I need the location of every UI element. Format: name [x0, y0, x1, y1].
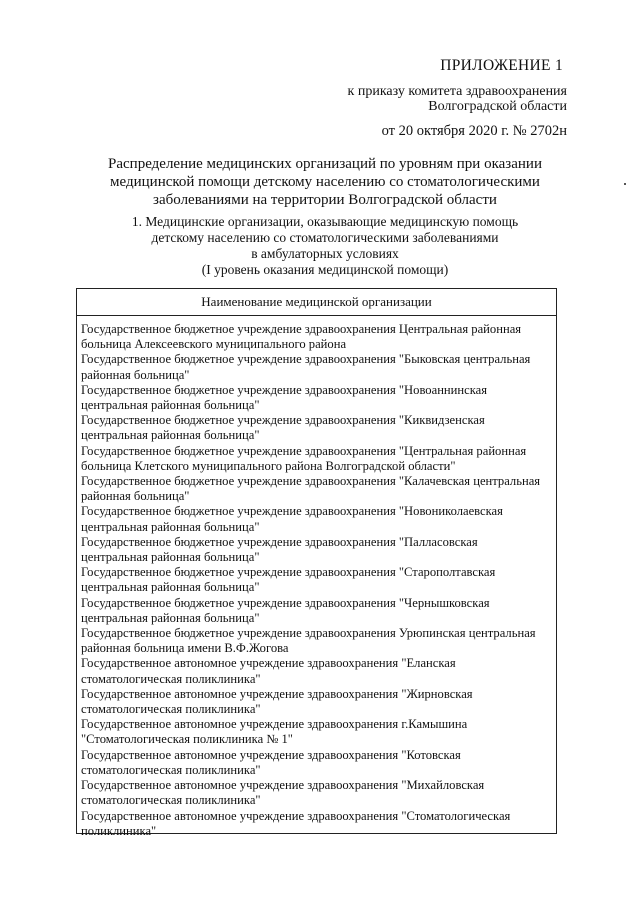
section-heading-line: детскому населению со стоматологическими заболеваниями: [151, 230, 499, 245]
section-heading: [100, 214, 550, 278]
section-heading-line: 1. Медицинские организации, оказывающие медицинскую помощь: [131, 214, 519, 229]
table-row: Государственное бюджетное учреждение здравоохранения Урюпинская центральная районная больница имени В.Ф.Жогова: [81, 626, 536, 656]
section-heading-line: (I уровень оказания медицинской помощи): [201, 262, 449, 277]
organizations-table: [76, 288, 557, 838]
table-row: Государственное бюджетное учреждение здравоохранения "Киквидзенская центральная районная больница": [81, 413, 485, 443]
table-row: Государственное бюджетное учреждение здравоохранения "Новониколаевская центральная районная больница": [81, 504, 503, 534]
table-row: Государственное бюджетное учреждение здравоохранения "Быковская центральная районная больница": [81, 352, 531, 382]
table-row: Государственное бюджетное учреждение здравоохранения "Центральная районная больница Клетского муниципального района Волгоградской области": [81, 443, 527, 473]
table-row: Государственное бюджетное учреждение здравоохранения Центральная районная больница Алексеевского муниципального района: [81, 322, 522, 352]
table-row: Государственное бюджетное учреждение здравоохранения "Чернышковская центральная районная больница": [81, 595, 490, 625]
table-row: Государственное автономное учреждение здравоохранения "Еланская стоматологическая поликлиника": [81, 656, 456, 686]
order-reference: [348, 84, 567, 114]
table-body: [77, 316, 556, 839]
table-row: Государственное автономное учреждение здравоохранения "Стоматологическая поликлиника": [81, 808, 511, 838]
table-row: Государственное бюджетное учреждение здравоохранения "Старополтавская центральная районная больница": [81, 565, 496, 595]
table-row: Государственное автономное учреждение здравоохранения г.Камышина "Стоматологическая поликлиника № 1": [81, 717, 468, 747]
scan-speck: [624, 183, 626, 185]
appendix-label: ПРИЛОЖЕНИЕ 1: [440, 57, 563, 74]
table-row: Государственное автономное учреждение здравоохранения "Михайловская стоматологическая поликлиника": [81, 778, 485, 808]
document-title: Распределение медицинских организаций по уровням при оказании медицинской помощи детскому населению со стоматологическими заболеваниями на территории Волгоградской области: [108, 156, 542, 208]
table-row: Государственное автономное учреждение здравоохранения "Жирновская стоматологическая поликлиника": [81, 686, 473, 717]
table-row: Государственное бюджетное учреждение здравоохранения "Палласовская центральная районная больница": [81, 534, 478, 565]
table-header: Наименование медицинской организации: [77, 289, 556, 316]
order-line: к приказу комитета здравоохранения: [347, 84, 567, 99]
table-row: Государственное автономное учреждение здравоохранения "Котовская стоматологическая поликлиника": [81, 747, 461, 777]
table-row: Государственное бюджетное учреждение здравоохранения "Калачевская центральная районная больница": [81, 474, 541, 504]
section-heading-line: в амбулаторных условиях: [251, 246, 399, 261]
order-date: от 20 октября 2020 г. № 2702н: [381, 123, 567, 139]
order-line: Волгоградской области: [428, 99, 567, 114]
table-row: Государственное бюджетное учреждение здравоохранения "Новоаннинская центральная районная больница": [81, 382, 488, 413]
